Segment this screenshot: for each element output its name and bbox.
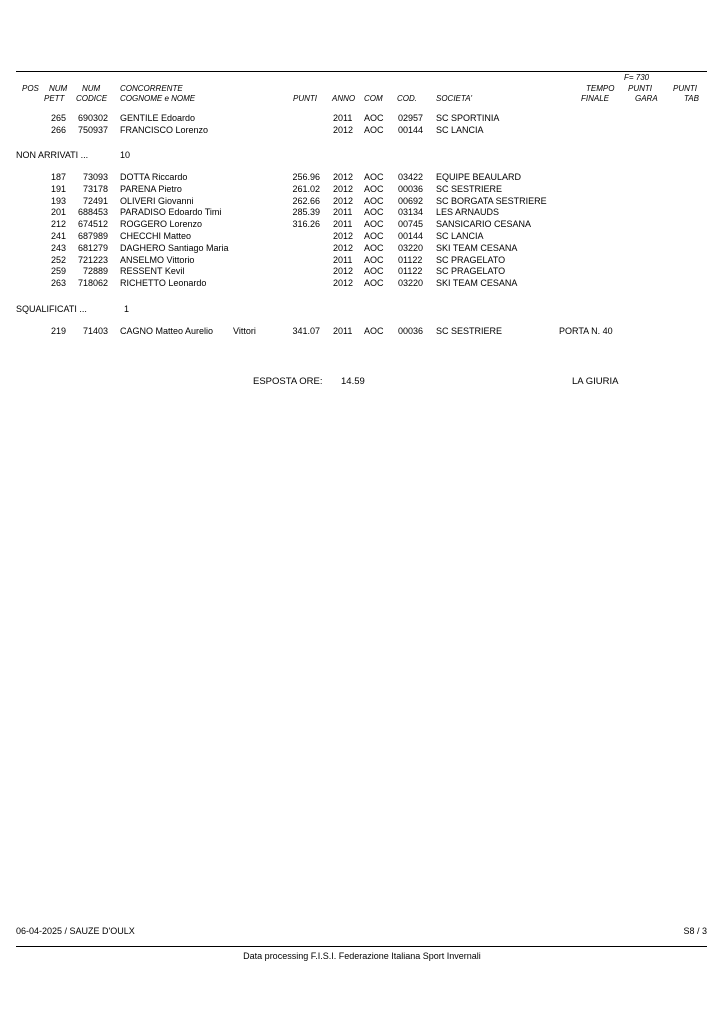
athlete-code: 71403 <box>82 326 108 336</box>
footer-page-number: S8 / 3 <box>683 926 707 936</box>
birth-year: 2011 <box>333 254 353 265</box>
bib-number: 259 <box>50 266 66 277</box>
col-finale: FINALE <box>581 94 610 103</box>
athlete-points: 285.39 <box>292 207 320 218</box>
club-code: 03422 <box>398 172 424 182</box>
athlete-code: 73093 <box>82 172 108 182</box>
col-cod: COD. <box>397 94 417 103</box>
col-tab: TAB <box>684 94 699 103</box>
col-num-code: NUM <box>82 84 101 93</box>
squalificati-count: 1 <box>124 304 130 314</box>
committee: AOC <box>364 278 384 289</box>
club-code: 00692 <box>398 195 424 206</box>
athlete-code: 721223 <box>77 254 108 265</box>
club-code: 00036 <box>398 183 424 194</box>
table-row <box>0 172 724 184</box>
la-giuria: LA GIURIA <box>572 376 619 387</box>
club-code: 03220 <box>398 278 424 289</box>
club-code: 03134 <box>398 207 424 218</box>
athlete-code: 750937 <box>77 125 108 135</box>
club-name: SC SESTRIERE <box>436 326 503 336</box>
birth-year: 2011 <box>333 326 353 336</box>
club-code: 00036 <box>398 326 424 336</box>
col-pett: PETT <box>44 94 65 103</box>
birth-year: 2012 <box>333 231 354 241</box>
committee: AOC <box>364 207 384 218</box>
bib-number: 263 <box>50 278 66 289</box>
table-row <box>0 266 724 278</box>
col-com: COM <box>364 94 383 103</box>
committee: AOC <box>364 195 384 206</box>
birth-year: 2012 <box>333 242 354 253</box>
bib-number: 265 <box>50 113 66 123</box>
athlete-name: ROGGERO Lorenzo <box>120 219 203 230</box>
club-name: SC PRAGELATO <box>436 266 506 277</box>
bib-number: 201 <box>50 207 66 218</box>
club-code: 00144 <box>398 231 424 241</box>
club-code: 01122 <box>398 254 423 265</box>
club-name: SC LANCIA <box>436 125 484 135</box>
committee: AOC <box>364 231 384 241</box>
bib-number: 193 <box>50 195 66 206</box>
athlete-name: GENTILE Edoardo <box>120 113 196 123</box>
club-name: SANSICARIO CESANA <box>436 219 532 230</box>
bib-number: 212 <box>50 219 66 230</box>
bib-number: 266 <box>50 125 66 135</box>
athlete-code: 681279 <box>77 242 108 253</box>
bib-number: 252 <box>50 254 66 265</box>
footer-rule <box>16 946 707 947</box>
birth-year: 2011 <box>333 207 353 218</box>
athlete-points: 261.02 <box>292 183 320 194</box>
table-row <box>0 184 724 196</box>
club-code: 00745 <box>398 219 424 230</box>
club-name: SC PRAGELATO <box>436 254 506 265</box>
athlete-code: 72491 <box>82 195 108 206</box>
athlete-points: 316.26 <box>292 219 320 230</box>
bib-number: 219 <box>50 326 66 336</box>
table-row <box>0 243 724 255</box>
col-tempo: TEMPO <box>586 84 615 93</box>
col-concorrente: CONCORRENTE <box>120 84 183 93</box>
committee: AOC <box>364 242 384 253</box>
athlete-name: ANSELMO Vittorio <box>120 254 195 265</box>
athlete-code: 688453 <box>77 207 108 218</box>
col-num-pett: NUM <box>49 84 68 93</box>
athlete-code: 690302 <box>77 113 108 123</box>
col-codice: CODICE <box>76 94 108 103</box>
table-row <box>0 196 724 208</box>
athlete-code: 73178 <box>82 183 108 194</box>
athlete-name: OLIVERI Giovanni <box>120 195 194 206</box>
non-arrivati-count: 10 <box>120 150 131 160</box>
squalificati-label: SQUALIFICATI ... <box>16 304 87 314</box>
athlete-code: 687989 <box>77 231 108 241</box>
club-name: SC SPORTINIA <box>436 113 500 123</box>
birth-year: 2012 <box>333 266 354 277</box>
footer-data-processing: Data processing F.I.S.I. Federazione Italiana Sport Invernali <box>243 951 481 961</box>
athlete-code: 718062 <box>77 278 108 289</box>
birth-year: 2012 <box>333 172 354 182</box>
table-row <box>0 278 724 290</box>
bib-number: 187 <box>50 172 66 182</box>
table-row <box>0 231 724 243</box>
athlete-name: DOTTA Riccardo <box>120 172 188 182</box>
committee: AOC <box>364 113 384 123</box>
bib-number: 243 <box>50 242 66 253</box>
club-code: 02957 <box>398 113 424 123</box>
col-pos: POS <box>22 84 39 93</box>
athlete-code: 72889 <box>82 266 108 277</box>
committee: AOC <box>364 266 384 277</box>
bib-number: 191 <box>50 183 66 194</box>
club-name: SC BORGATA SESTRIERE <box>436 195 547 206</box>
club-code: 00144 <box>398 125 424 135</box>
athlete-name: CAGNO Matteo Aurelio <box>120 326 214 336</box>
club-name: SC SESTRIERE <box>436 183 503 194</box>
athlete-points: 256.96 <box>292 172 320 182</box>
col-punti-gara: PUNTI <box>628 84 652 93</box>
table-row <box>0 326 724 338</box>
col-punti: PUNTI <box>293 94 317 103</box>
athlete-name: FRANCISCO Lorenzo <box>120 125 209 135</box>
table-row <box>0 125 724 137</box>
committee: AOC <box>364 254 384 265</box>
birth-year: 2011 <box>333 219 353 230</box>
col-anno: ANNO <box>332 94 356 103</box>
committee: AOC <box>364 125 384 135</box>
col-cognome-nome: COGNOME e NOME <box>120 94 196 103</box>
bib-number: 241 <box>50 231 66 241</box>
committee: AOC <box>364 326 384 336</box>
col-societa: SOCIETA' <box>436 94 473 103</box>
athlete-name: RESSENT Kevil <box>120 266 185 277</box>
athlete-name: PARENA Pietro <box>120 183 182 194</box>
athlete-points: 341.07 <box>292 326 320 336</box>
athlete-points: 262.66 <box>292 195 320 206</box>
f-value: F= 730 <box>624 73 650 82</box>
club-name: LES ARNAUDS <box>436 207 500 218</box>
athlete-name: PARADISO Edoardo Timi <box>120 207 222 218</box>
club-name: SC LANCIA <box>436 231 484 241</box>
committee: AOC <box>364 183 384 194</box>
birth-year: 2011 <box>333 113 353 123</box>
birth-year: 2012 <box>333 278 354 289</box>
athlete-name-extra: Vittori <box>233 326 256 336</box>
esposta-label: ESPOSTA ORE: <box>253 376 323 387</box>
athlete-code: 674512 <box>77 219 108 230</box>
club-code: 01122 <box>398 266 423 277</box>
top-rule <box>16 71 707 72</box>
club-name: EQUIPE BEAULARD <box>436 172 522 182</box>
birth-year: 2012 <box>333 125 354 135</box>
table-row <box>0 219 724 231</box>
disqualification-note: PORTA N. 40 <box>559 326 613 336</box>
athlete-name: RICHETTO Leonardo <box>120 278 207 289</box>
non-arrivati-label: NON ARRIVATI ... <box>16 150 89 160</box>
table-row <box>0 113 724 125</box>
col-punti-tab: PUNTI <box>673 84 697 93</box>
birth-year: 2012 <box>333 195 354 206</box>
col-gara: GARA <box>635 94 658 103</box>
footer-date-place: 06-04-2025 / SAUZE D'OULX <box>16 926 135 936</box>
esposta-time: 14.59 <box>341 376 365 387</box>
birth-year: 2012 <box>333 183 354 194</box>
athlete-name: CHECCHI Matteo <box>120 231 192 241</box>
committee: AOC <box>364 219 384 230</box>
club-code: 03220 <box>398 242 424 253</box>
committee: AOC <box>364 172 384 182</box>
club-name: SKI TEAM CESANA <box>436 278 518 289</box>
athlete-name: DAGHERO Santiago Maria <box>120 242 229 253</box>
table-row <box>0 207 724 219</box>
club-name: SKI TEAM CESANA <box>436 242 518 253</box>
table-row <box>0 255 724 267</box>
